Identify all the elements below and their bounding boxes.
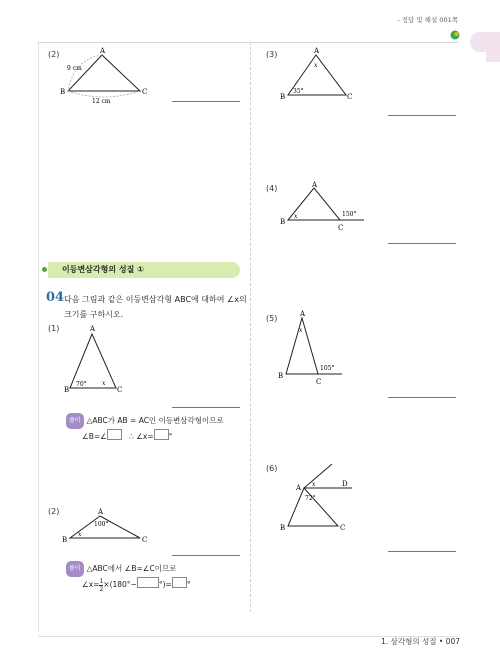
svg-text:B: B <box>280 524 286 532</box>
svg-text:x: x <box>102 380 106 387</box>
problem-label: (3) <box>266 50 278 59</box>
answer-line <box>172 555 240 556</box>
answer-page-note: - 정답 및 해설 001쪽 <box>397 16 458 24</box>
triangle-figure <box>62 506 152 546</box>
question-number: 04 <box>46 290 65 305</box>
triangle-figure <box>60 45 160 105</box>
solution-2: 풀이 △ABC에서 ∠B=∠C이므로 ∠x= $\frac{1}{2}$ ×(180°− °)= ° <box>66 561 191 593</box>
page-frame-left <box>38 42 39 632</box>
svg-text:C: C <box>117 386 123 394</box>
svg-text:B: B <box>280 93 286 101</box>
solution-text: ∠B=∠ <box>82 432 107 441</box>
solution-badge: 풀이 <box>66 413 84 429</box>
svg-text:C: C <box>316 378 322 386</box>
answer-line <box>172 101 240 102</box>
page-footer: 1. 삼각형의 성질 • 007 <box>381 637 460 646</box>
answer-line <box>172 407 240 408</box>
leaf-icon <box>450 30 460 40</box>
page-frame-top <box>38 42 458 43</box>
solution-text: )= <box>162 580 172 589</box>
question-text <box>64 292 254 322</box>
solution-text: △ABC에서 ∠B=∠C이므로 <box>86 564 177 573</box>
fraction-half: $\frac{1}{2}$ <box>99 577 104 593</box>
angle-label: 100° <box>94 521 109 528</box>
solution-1: 풀이 △ABC가 AB = AC인 이등변삼각형이므로 ∠B=∠ ∴ ∠x= ° <box>66 413 224 444</box>
svg-text:x: x <box>299 327 303 334</box>
svg-text:A: A <box>300 310 306 318</box>
answer-blank[interactable] <box>172 577 187 588</box>
svg-text:C: C <box>347 93 353 101</box>
svg-text:B: B <box>62 536 68 544</box>
svg-text:A: A <box>90 325 96 333</box>
answer-blank[interactable] <box>137 577 159 588</box>
solution-text: ∠x= <box>82 580 100 589</box>
solution-badge: 풀이 <box>66 561 84 577</box>
question-line: 다음 그림과 같은 이등변삼각형 ABC에 대하여 ∠x의 <box>64 295 247 304</box>
answer-line <box>388 397 456 398</box>
problem-label: (4) <box>266 184 278 193</box>
svg-text:C: C <box>338 224 344 232</box>
triangle-figure <box>64 322 134 394</box>
answer-blank[interactable] <box>154 429 169 440</box>
solution-text: △ABC가 AB = AC인 이등변삼각형이므로 <box>86 416 224 425</box>
svg-text:C: C <box>142 88 148 96</box>
problem-label: (2) <box>48 507 60 516</box>
page-tab-corner <box>486 48 500 62</box>
side-label: 9 cm <box>67 65 82 72</box>
svg-text:A: A <box>314 47 320 55</box>
angle-label: 72° <box>305 495 316 502</box>
answer-line <box>388 243 456 244</box>
triangle-figure <box>280 45 360 105</box>
svg-text:x: x <box>78 531 82 538</box>
svg-text:B: B <box>64 386 70 394</box>
angle-label: 150° <box>342 211 357 218</box>
triangle-figure <box>280 180 370 232</box>
side-label: 12 cm <box>92 98 111 105</box>
section-bullet <box>42 267 47 272</box>
angle-label: 105° <box>320 365 335 372</box>
problem-label: (2) <box>48 50 60 59</box>
solution-text: ×(180°− <box>103 580 137 589</box>
angle-label: 35° <box>293 88 304 95</box>
angle-label: 70° <box>76 381 87 388</box>
svg-text:D: D <box>342 480 348 488</box>
triangle-figure <box>280 462 360 538</box>
column-divider <box>250 42 251 612</box>
svg-text:x: x <box>314 62 318 69</box>
problem-label: (1) <box>48 324 60 333</box>
svg-text:x: x <box>312 481 316 488</box>
answer-line <box>388 115 456 116</box>
problem-label: (5) <box>266 314 278 323</box>
svg-text:B: B <box>278 372 284 380</box>
problem-label: (6) <box>266 464 278 473</box>
triangle-figure <box>278 308 348 386</box>
svg-text:C: C <box>340 524 346 532</box>
answer-line <box>388 551 456 552</box>
svg-text:A: A <box>98 508 104 516</box>
svg-text:x: x <box>294 213 298 220</box>
svg-text:B: B <box>280 218 286 226</box>
solution-text: ∴ ∠x= <box>129 432 154 441</box>
question-line: 크기를 구하시오. <box>64 310 124 319</box>
svg-text:A: A <box>312 181 318 189</box>
svg-text:A: A <box>296 484 302 492</box>
answer-blank[interactable] <box>107 429 122 440</box>
section-title: 이등변삼각형의 성질 ① <box>48 262 240 278</box>
svg-text:B: B <box>60 88 66 96</box>
svg-text:A: A <box>100 47 106 55</box>
svg-text:C: C <box>142 536 148 544</box>
